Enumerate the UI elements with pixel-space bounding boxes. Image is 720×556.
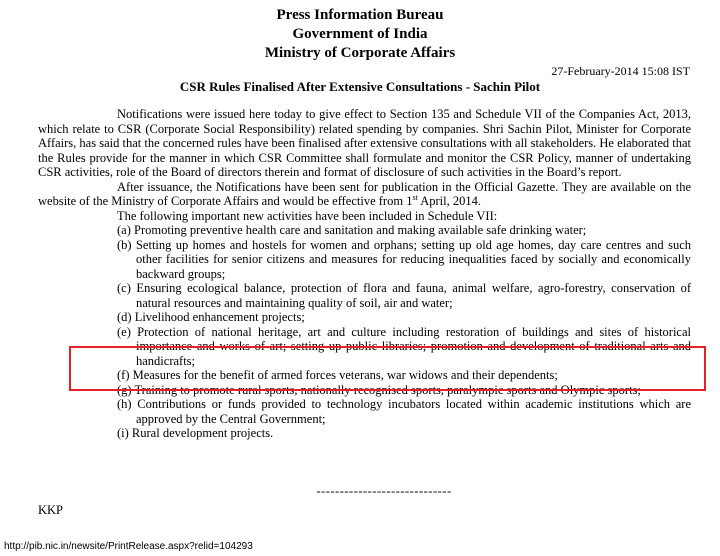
highlight-box	[69, 346, 706, 391]
list-item-a: (a) Promoting preventive health care and sanitation and making available safe drinking water;	[117, 223, 587, 237]
signoff-initials: KKP	[38, 503, 64, 517]
list-item-b: (b) Setting up homes and hostels for women and orphans; setting up old age homes, day care centres and such other facilities for senior citizens and measures for reducing inequalities faced by socially and economically backward groups;	[117, 237, 691, 281]
list-item-i: (i) Rural development projects.	[117, 426, 274, 440]
paragraph-2-tail: April, 2014.	[417, 194, 481, 208]
source-url: http://pib.nic.in/newsite/PrintRelease.aspx?relid=104293	[4, 541, 253, 552]
list-item-d: (d) Livelihood enhancement projects;	[117, 310, 305, 324]
paragraph-2	[38, 180, 691, 209]
list-item-f: (f) Measures for the benefit of armed forces veterans, war widows and their dependents;	[117, 368, 558, 382]
list-intro: The following important new activities have been included in Schedule VII:	[117, 208, 498, 223]
header-ministry: Ministry of Corporate Affairs	[264, 45, 456, 61]
list-item-e: (e) Protection of national heritage, art and culture including restoration of buildings and sites of historical importance and works of art; setting up public libraries; promotion and development of traditional arts and handicrafts;	[117, 324, 691, 368]
document-header	[0, 6, 720, 63]
list-item-g: (g) Training to promote rural sports, nationally recognised sports, paralympic sports and Olympic sports;	[117, 382, 641, 397]
press-release-headline: CSR Rules Finalised After Extensive Consultations - Sachin Pilot	[179, 79, 541, 94]
list-item-h: (h) Contributions or funds provided to technology incubators located within academic institutions which are approved by the Central Government;	[117, 397, 691, 426]
list-item-c: (c) Ensuring ecological balance, protection of flora and fauna, animal welfare, agro-forestry, conservation of natural resources and maintaining quality of soil, air and water;	[117, 281, 691, 310]
header-bureau: Press Information Bureau	[276, 7, 444, 23]
header-government: Government of India	[292, 26, 428, 42]
separator-line: -----------------------------	[316, 484, 452, 498]
paragraph-1: Notifications were issued here today to give effect to Section 135 and Schedule VII of the Companies Act, 2013, which relate to CSR (Corporate Social Responsibility) related spending by companies. Shri Sachin Pilot, Minister for Corporate Affairs, has said that the concerned rules have been finalised after extensive consultations with all stakeholders. He elaborated that the Rules provide for the manner in which CSR Committee shall formulate and monitor the CSR Policy, manner of undertaking CSR activities, role of the Board of directors therein and format of disclosure of such activities in the Board’s report.	[38, 107, 692, 179]
paragraph-2-text: After issuance, the Notifications have been sent for publication in the Official Gazette. They are available on the website of the Ministry of Corporate Affairs and would be effective from 1	[38, 179, 691, 208]
dateline: 27-February-2014 15:08 IST	[551, 64, 690, 78]
ordinal-suffix: st	[412, 192, 418, 202]
